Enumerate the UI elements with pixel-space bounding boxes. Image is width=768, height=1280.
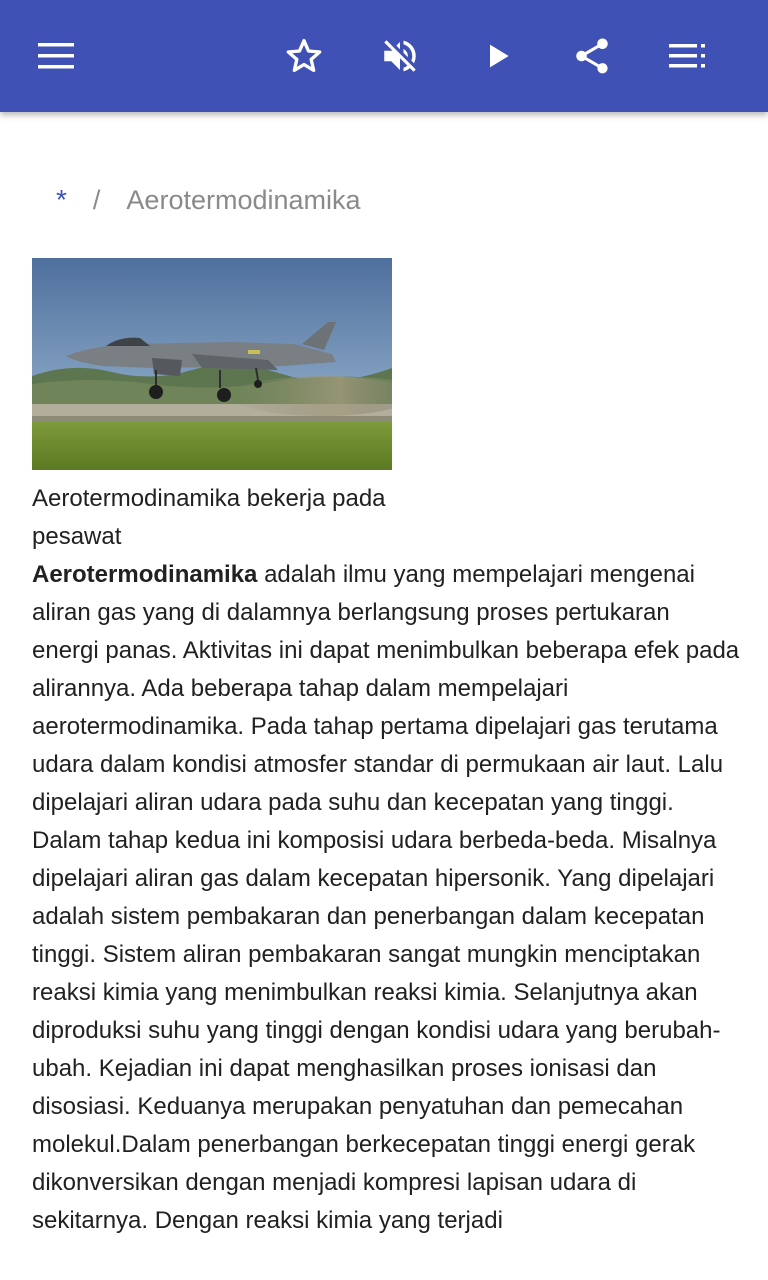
volume-off-icon — [379, 35, 421, 77]
mute-button[interactable] — [372, 28, 428, 84]
jet-aircraft-photo[interactable] — [32, 258, 392, 470]
bookmark-button[interactable] — [276, 28, 332, 84]
list-menu-button[interactable] — [660, 28, 716, 84]
play-button[interactable] — [470, 28, 526, 84]
article-term: Aerotermodinamika — [32, 561, 258, 588]
menu-button[interactable] — [28, 28, 84, 84]
breadcrumb-home-link[interactable]: * — [56, 184, 67, 215]
article-text: adalah ilmu yang mempelajari mengenai aliran gas yang di dalamnya berlangsung proses pertukaran energi panas. Aktivitas ini dapat menimbulkan beberapa efek pada alirannya. Ada beberapa tahap dalam mempelajari aerotermodinamika. Pada tahap pertama dipelajari gas terutama udara dalam kondisi atmosfer standar di permukaan air laut. Lalu dipelajari aliran udara pada suhu dan kecepatan yang tinggi. Dalam tahap kedua ini komposisi udara berbeda-beda. Misalnya dipelajari aliran gas dalam kecepatan hipersonik. Yang dipelajari adalah sistem pembakaran dan penerbangan dalam kecepatan tinggi. Sistem aliran pembakaran sangat mungkin menciptakan reaksi kimia yang menimbulkan reaksi kimia. Selanjutnya akan diproduksi suhu yang tinggi dengan kondisi udara yang berubah-ubah. Kejadian ini dapat menghasilkan proses ionisasi dan disosiasi. Keduanya merupakan penyatuhan dan pemecahan molekul.Dalam penerbangan berkecepatan tinggi energi gerak dikonversikan dengan menjadi kompresi lapisan udara di sekitarnya. Dengan reaksi kimia yang terjadi — [32, 561, 740, 1234]
breadcrumb-current: Aerotermodinamika — [126, 184, 361, 215]
breadcrumb-separator: / — [92, 184, 101, 215]
figure-caption: Aerotermodinamika bekerja pada pesawat — [32, 485, 386, 550]
play-icon — [482, 40, 514, 72]
list-menu-icon — [669, 43, 707, 69]
article-body — [32, 556, 742, 1240]
hamburger-menu-icon — [38, 43, 74, 69]
star-outline-icon — [284, 36, 324, 76]
breadcrumb — [56, 180, 361, 220]
share-icon — [571, 35, 613, 77]
app-toolbar — [0, 0, 768, 112]
share-button[interactable] — [564, 28, 620, 84]
article-figure — [32, 258, 392, 556]
